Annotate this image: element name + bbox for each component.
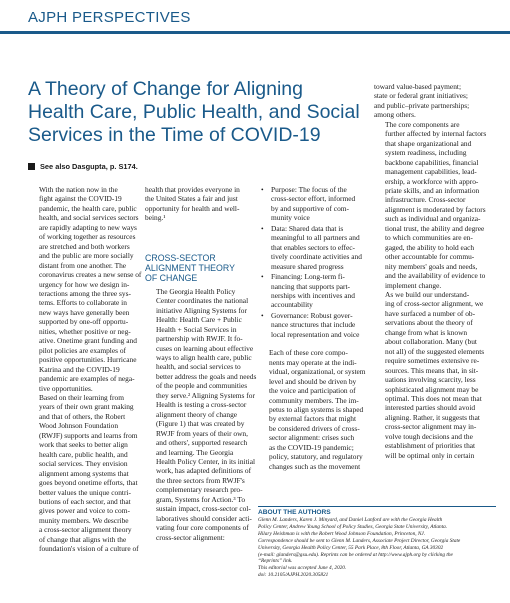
text-line: and learning. The Georgia xyxy=(156,447,234,457)
text-line: Center coordinates the national xyxy=(156,296,249,306)
text-line: servations about the theory of xyxy=(385,318,473,328)
text-line: years of their own grant making xyxy=(39,402,134,412)
text-line: health that provides everyone in xyxy=(145,185,240,194)
text-line: munity voice xyxy=(271,213,310,223)
see-also-text: See also Dasgupta, p. S174. xyxy=(40,162,138,171)
text-line: by external factors that might xyxy=(269,414,357,424)
text-line: nancing that supports part- xyxy=(271,281,351,291)
title-line: Health Care, Public Health, and Social xyxy=(28,101,360,123)
text-line: butions of each sector, and that xyxy=(39,496,131,506)
text-line: changes such as the movement xyxy=(269,461,361,471)
text-line: a cross-sector alignment theory xyxy=(39,525,132,535)
text-line: sophisticated alignment may be xyxy=(385,384,479,394)
text-line: that shape organizational and xyxy=(385,138,472,148)
text-line: as the COVID-19 pandemic; xyxy=(269,442,354,452)
text-line: among others. xyxy=(374,110,416,120)
list-item xyxy=(258,185,370,223)
text-line: health care, public health, and xyxy=(39,449,128,459)
text-line: health, and social services to xyxy=(156,362,241,372)
text-line: and the public are more socially xyxy=(39,251,134,261)
text-line: Glenn M. Landers, Karen J. Minyard, and Daniel Lanford are with the Georgia Health xyxy=(258,517,443,523)
text-line: optimal. This does not mean that xyxy=(385,393,482,403)
header-rule xyxy=(0,31,510,34)
text-line: and public–private partnerships; xyxy=(374,100,470,110)
text-line: alignment theory of change xyxy=(156,409,238,419)
text-line: state or federal grant initiatives; xyxy=(374,91,468,101)
text-line: have surfaced a number of ob- xyxy=(385,308,476,318)
text-line: • Financing: Long-term fi- xyxy=(271,272,345,282)
text-line: pandemic are examples of nega- xyxy=(39,374,135,384)
list-item xyxy=(258,311,370,339)
text-line: tive opportunities. xyxy=(39,383,93,393)
title-line: Services in the Time of COVID-19 xyxy=(28,124,321,146)
text-line: Wood Johnson Foundation xyxy=(39,421,119,431)
text-line: ways to align health care, public xyxy=(156,352,252,362)
journal-header: AJPH PERSPECTIVES xyxy=(28,9,191,26)
text-line: complementary research pro- xyxy=(156,485,243,495)
text-line: As we build our understand- xyxy=(385,289,470,299)
text-line: pilot policies are examples of xyxy=(39,345,127,355)
text-line: volve tough decisions and the xyxy=(385,431,473,441)
text-line: interested parties should avoid xyxy=(385,403,476,413)
text-line: foundation's vision of a culture of xyxy=(39,544,139,554)
see-also[interactable] xyxy=(28,162,138,171)
text-line: (Figure 1) that was created by xyxy=(156,419,245,429)
text-line: further affected by internal factors xyxy=(385,129,487,139)
text-line: alignment among systems that xyxy=(39,468,129,478)
text-line: that enables sectors to effec- xyxy=(271,242,355,252)
text-line: and the availability of evidence to xyxy=(385,271,486,281)
text-line: The core components are xyxy=(385,119,460,129)
text-line: cuses on learning about effective xyxy=(156,343,254,353)
column-2 xyxy=(145,185,257,542)
text-line: cross-sector alignment: xyxy=(156,532,225,542)
text-line: pandemic, the health care, public xyxy=(39,203,137,213)
text-line: they serve.² Aligning Systems for xyxy=(156,390,255,400)
text-line: work that seeks to better align xyxy=(39,440,128,450)
text-line: coronavirus creates a new sense of xyxy=(39,270,142,280)
text-line: initiative Aligning Systems for xyxy=(156,305,247,315)
text-line: vidual, organizational, or system xyxy=(269,367,366,377)
text-line: • Purpose: The focus of the xyxy=(271,185,347,194)
about-the-authors xyxy=(258,506,496,579)
text-line: by and supportive of com- xyxy=(271,203,349,213)
about-heading: ABOUT THE AUTHORS xyxy=(258,506,496,516)
text-line: and others', supported research xyxy=(156,438,248,448)
text-line: new ways have generally been xyxy=(39,307,130,317)
text-line: Based on their learning from xyxy=(39,392,124,402)
paragraph xyxy=(145,185,249,223)
text-line: doi: 10.2105/AJPH.2020.305821 xyxy=(258,572,329,579)
text-line: sector alignment: crises such xyxy=(269,433,355,443)
text-line: social services. They envision xyxy=(39,459,128,469)
text-line: tively coordinate activities and xyxy=(271,252,362,262)
text-line: better address the goals and needs xyxy=(156,371,257,381)
text-line: being.¹ xyxy=(145,213,166,223)
text-line: backbone capabilities, financial xyxy=(385,157,479,167)
text-line: are stretched and both workers xyxy=(39,241,130,251)
text-line: sources. This means that, in sit- xyxy=(385,365,479,375)
text-line: teractions among the three sys- xyxy=(39,288,131,298)
about-text xyxy=(258,517,496,579)
paragraph xyxy=(28,392,139,554)
text-line: nerships with incentives and xyxy=(271,290,355,300)
text-line: ership, a workforce with appro- xyxy=(385,176,479,186)
text-line: tional trust, the ability and degree xyxy=(385,223,485,233)
text-line: nities, whether positive or neg- xyxy=(39,326,131,336)
text-line: alignment is moderated by factors xyxy=(385,204,486,214)
text-line: gives power and voice to com- xyxy=(39,506,130,516)
text-line: work, has adapted definitions of xyxy=(156,466,252,476)
text-line: nents may operate at the indi- xyxy=(269,357,357,367)
text-line: gram, Systems for Action.³ To xyxy=(156,494,246,504)
text-line: Hilary Heishman is with the Robert Wood Johnson Foundation, Princeton, NJ. xyxy=(258,530,426,537)
text-line: be considered drivers of cross- xyxy=(269,423,360,433)
article-title xyxy=(28,78,368,147)
about-body xyxy=(258,517,496,579)
text-line: toward value-based payment; xyxy=(374,82,462,91)
text-line: • Data: Shared data that is xyxy=(271,223,344,233)
column-4 xyxy=(374,82,488,460)
text-line: Health is testing a cross-sector xyxy=(156,400,247,410)
text-line: Katrina and the COVID-19 xyxy=(39,364,120,374)
text-line: are rapidly adapting to new ways xyxy=(39,222,137,232)
text-line: infrastructure. Cross-sector xyxy=(385,195,466,205)
title-line: A Theory of Change for Aligning xyxy=(28,78,303,100)
text-line: aligning. Rather, it suggests that xyxy=(385,412,480,422)
text-line: petus to align systems is shaped xyxy=(269,404,364,414)
text-line: cross-sector alignment may in- xyxy=(385,422,477,432)
text-line: to which communities are en- xyxy=(385,233,473,243)
text-line: the United States a fair and just xyxy=(145,194,238,204)
text-line: cross-sector effort, informed xyxy=(271,194,356,204)
text-line: establishment of priorities that xyxy=(385,441,476,451)
text-line: management capabilities, lead- xyxy=(385,167,477,177)
text-line: positive opportunities. Hurricane xyxy=(39,355,137,365)
text-line: urgency for how we design in- xyxy=(39,279,130,289)
text-line: of working together as resources xyxy=(39,232,136,242)
text-line: measure shared progress xyxy=(271,261,344,271)
text-line: policy, statutory, and regulatory xyxy=(269,452,363,462)
text-line: system readiness, including xyxy=(385,148,467,158)
text-line: about collaboration. Many (but xyxy=(385,337,477,347)
text-line: gaged, the ability to hold each xyxy=(385,242,475,252)
text-line: the three sectors from RWJF's xyxy=(156,475,245,485)
paragraph xyxy=(374,120,488,290)
text-line: RWJF from years of their own, xyxy=(156,428,248,438)
paragraph xyxy=(374,82,488,120)
text-line: ative. Onetime grant funding and xyxy=(39,336,137,346)
core-components-list xyxy=(258,185,370,339)
text-line: not all) of the suggested elements xyxy=(385,346,485,356)
text-line: The Georgia Health Policy xyxy=(156,286,236,296)
text-line: Each of these core compo- xyxy=(269,348,348,358)
text-line: such as individual and organiza- xyxy=(385,214,481,224)
section-heading xyxy=(145,253,249,283)
text-line: Correspondence should be sent to Glenn M. Landers, Associate Project Director, Georgia State xyxy=(258,537,461,544)
column-1 xyxy=(28,185,142,554)
text-line: • Governance: Robust gover- xyxy=(271,310,353,320)
text-line: nance structures that include xyxy=(271,320,356,330)
text-line: nity members' goals and needs, xyxy=(385,261,478,271)
text-line: distant from one another. The xyxy=(39,260,127,270)
text-line: local representation and voice xyxy=(271,329,360,339)
text-line: OF CHANGE xyxy=(145,272,198,283)
text-line: fight against the COVID-19 xyxy=(39,194,122,204)
text-line: Health: Health Care + Public xyxy=(156,315,242,325)
paragraph xyxy=(28,185,142,393)
text-line: health, and social services sectors xyxy=(39,213,139,223)
paragraph xyxy=(145,286,257,542)
text-line: ALIGNMENT THEORY xyxy=(145,262,235,273)
text-line: will be optimal only in certain xyxy=(385,450,475,460)
text-line: change from what is known xyxy=(385,327,468,337)
text-line: This editorial was accepted June 4, 2020. xyxy=(258,565,347,572)
text-line: and that of others, the Robert xyxy=(39,411,126,421)
text-line: better values the unique contri- xyxy=(39,487,131,497)
text-line: require sometimes extensive re- xyxy=(385,356,480,366)
text-line: the voice and participation of xyxy=(269,386,356,396)
text-line: “Reprints” link. xyxy=(258,558,293,565)
list-item xyxy=(258,272,370,310)
text-line: of the people and communities xyxy=(156,381,248,391)
text-line: (RWJF) supports and learns from xyxy=(39,430,138,440)
text-line: accountability xyxy=(271,300,313,310)
text-line: munity members. We describe xyxy=(39,515,129,525)
text-line: level and should be driven by xyxy=(269,376,357,386)
text-line: meaningful to all partners and xyxy=(271,233,360,243)
text-line: (e-mail: glanders@gsu.edu). Reprints can be ordered at http://www.ajph.org by clicking the xyxy=(258,551,453,558)
text-line: ing of cross-sector alignment, we xyxy=(385,299,484,309)
list-item xyxy=(258,224,370,271)
text-line: University, Georgia Health Policy Center, 55 Park Place, 8th Floor, Atlanta, GA 30302 xyxy=(258,544,444,551)
text-line: community members. The im- xyxy=(269,395,359,405)
text-line: Health Policy Center, in its initial xyxy=(156,456,256,466)
text-line: of change that aligns with the xyxy=(39,534,127,544)
text-line: opportunity for health and well- xyxy=(145,203,240,213)
text-line: partnership with RWJF. It fo- xyxy=(156,334,243,344)
text-line: priate skills, and an information xyxy=(385,185,480,195)
text-line: supported by one-off opportu- xyxy=(39,317,129,327)
text-line: goes beyond onetime efforts, that xyxy=(39,478,138,488)
paragraph xyxy=(374,290,488,460)
text-line: With the nation now in the xyxy=(39,185,118,194)
text-line: other accountable for commu- xyxy=(385,252,475,262)
text-line: uations involving scarcity, less xyxy=(385,375,476,385)
paragraph xyxy=(258,348,370,471)
text-line: CROSS-SECTOR xyxy=(145,252,216,263)
text-line: Policy Center, Andrew Young School of Policy Studies, Georgia State University, Atlanta. xyxy=(258,523,448,530)
text-line: laboratives should consider acti- xyxy=(156,513,252,523)
square-icon xyxy=(28,163,35,170)
text-line: vating four core components of xyxy=(156,523,249,533)
text-line: implement change. xyxy=(385,280,442,290)
text-line: tems. Efforts to collaborate in xyxy=(39,298,127,308)
text-line: sustain impact, cross-sector col- xyxy=(156,504,251,514)
text-line: Health + Social Services in xyxy=(156,324,237,334)
column-3 xyxy=(258,185,370,471)
